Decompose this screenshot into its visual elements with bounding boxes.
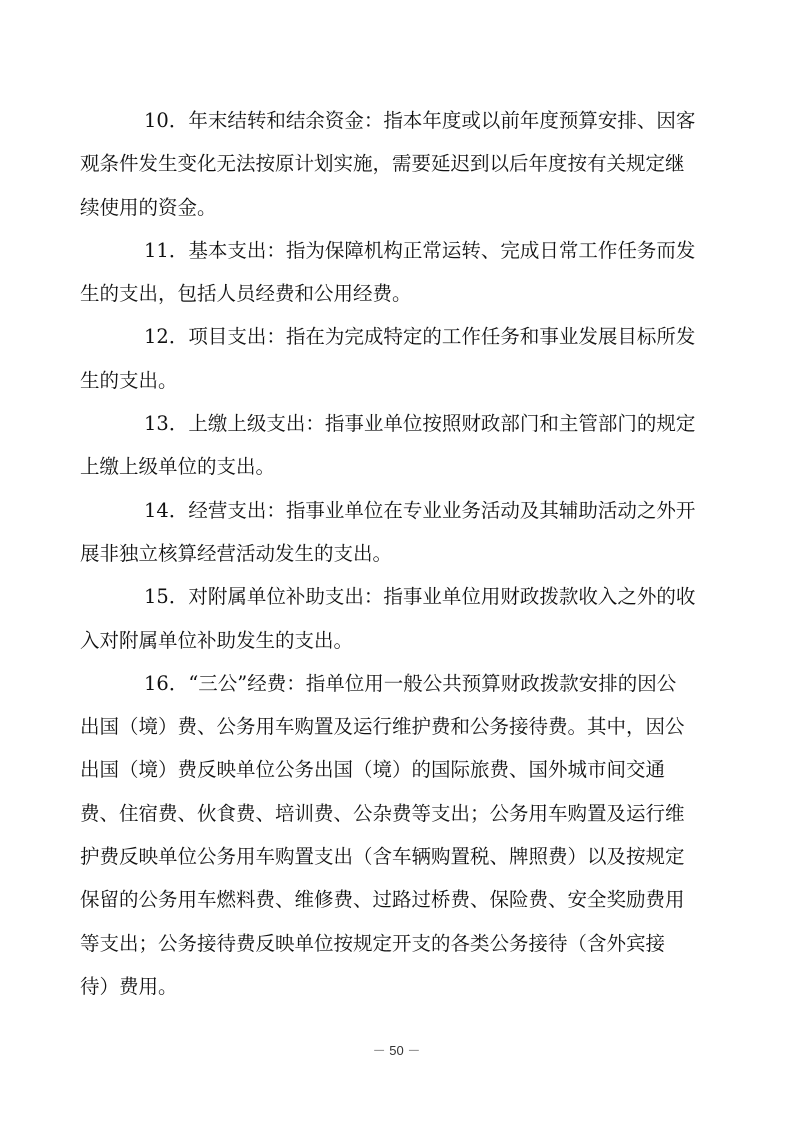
paragraph-12-line-1: 12．项目支出：指在为完成特定的工作任务和事业发展目标所发 — [144, 325, 696, 349]
body-text — [80, 99, 720, 1008]
paragraph-11-line-2: 生的支出，包括人员经费和公用经费。 — [80, 282, 412, 306]
paragraph-16-line-5: 护费反映单位公务用车购置支出（含车辆购置税、牌照费）以及按规定 — [80, 845, 685, 869]
paragraph-15-line-1: 15．对附属单位补助支出：指事业单位用财政拨款收入之外的收 — [144, 585, 696, 609]
paragraph-16-line-4: 费、住宿费、伙食费、培训费、公杂费等支出；公务用车购置及运行维 — [80, 801, 685, 825]
page-number: － 50 － — [372, 1043, 421, 1058]
paragraph-10-line-1: 10．年末结转和结余资金：指本年度或以前年度预算安排、因客 — [144, 109, 696, 132]
paragraph-16-line-1: 16．“三公”经费：指单位用一般公共预算财政拨款安排的因公 — [144, 671, 677, 695]
paragraph-16-line-6: 保留的公务用车燃料费、维修费、过路过桥费、保险费、安全奖励费用 — [80, 888, 685, 912]
paragraph-10-line-3: 续使用的资金。 — [80, 195, 217, 219]
paragraph-16-line-3: 出国（境）费反映单位公务出国（境）的国际旅费、国外城市间交通 — [80, 758, 666, 782]
paragraph-14-line-1: 14．经营支出：指事业单位在专业业务活动及其辅助活动之外开 — [144, 498, 696, 522]
paragraph-13-line-2: 上缴上级单位的支出。 — [80, 455, 276, 479]
paragraph-11-line-1: 11．基本支出：指为保障机构正常运转、完成日常工作任务而发 — [144, 238, 696, 262]
paragraph-12-line-2: 生的支出。 — [80, 368, 178, 392]
paragraph-13-line-1: 13．上缴上级支出：指事业单位按照财政部门和主管部门的规定 — [144, 412, 696, 436]
paragraph-14-line-2: 展非独立核算经营活动发生的支出。 — [80, 541, 393, 565]
paragraph-16-line-8: 待）费用。 — [80, 974, 178, 998]
paragraph-16-line-2: 出国（境）费、公务用车购置及运行维护费和公务接待费。其中，因公 — [80, 715, 685, 739]
paragraph-15-line-2: 入对附属单位补助发生的支出。 — [80, 628, 354, 652]
paragraph-10-line-2: 观条件发生变化无法按原计划实施，需要延迟到以后年度按有关规定继 — [80, 152, 685, 176]
paragraph-16-line-7: 等支出；公务接待费反映单位按规定开支的各类公务接待（含外宾接 — [80, 931, 666, 955]
